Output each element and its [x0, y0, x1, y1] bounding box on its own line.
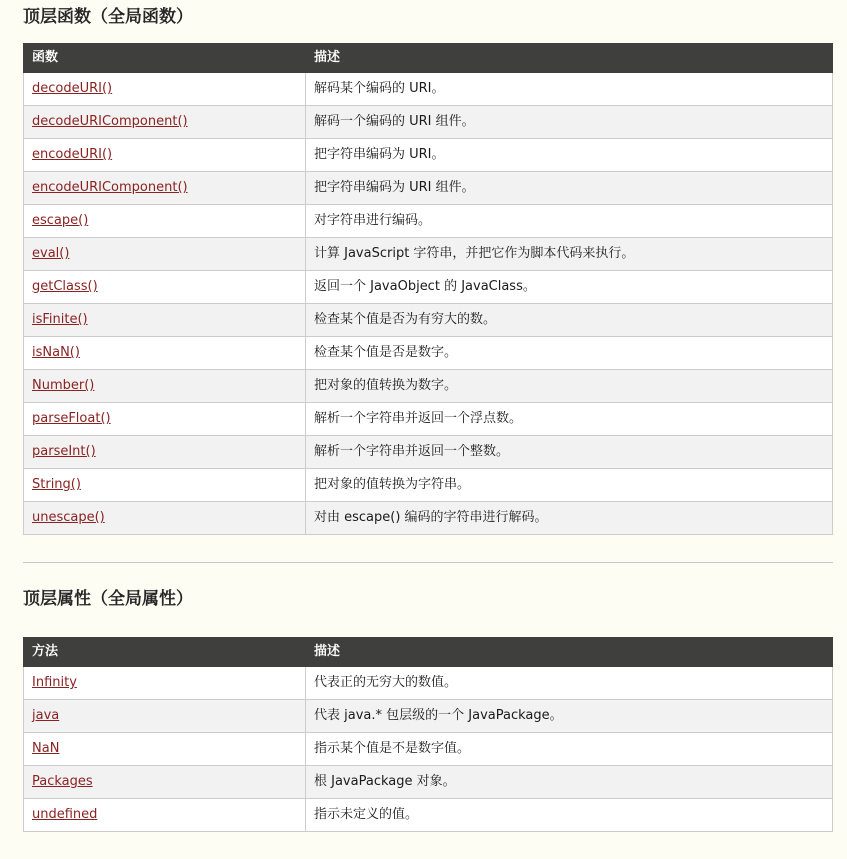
- name-cell: [24, 73, 306, 106]
- description-cell: 对由 escape() 编码的字符串进行解码。: [306, 502, 833, 535]
- name-cell: [24, 304, 306, 337]
- name-cell: [24, 106, 306, 139]
- reference-link[interactable]: NaN: [32, 741, 60, 756]
- table-row: [24, 106, 833, 139]
- reference-link[interactable]: unescape(): [32, 510, 105, 525]
- functions-table: [23, 43, 833, 535]
- table-row: [24, 667, 833, 700]
- description-cell: 指示未定义的值。: [306, 799, 833, 832]
- reference-link[interactable]: escape(): [32, 213, 89, 228]
- reference-link[interactable]: Number(): [32, 378, 95, 393]
- table-row: [24, 403, 833, 436]
- reference-link[interactable]: java: [32, 708, 60, 723]
- description-cell: 解析一个字符串并返回一个整数。: [306, 436, 833, 469]
- reference-link[interactable]: Packages: [32, 774, 93, 789]
- table-row: [24, 370, 833, 403]
- table-row: [24, 799, 833, 832]
- name-cell: [24, 766, 306, 799]
- name-cell: [24, 370, 306, 403]
- table-row: [24, 337, 833, 370]
- reference-link[interactable]: getClass(): [32, 279, 98, 294]
- column-header-method: 方法: [24, 638, 306, 667]
- table-header-row: [24, 638, 833, 667]
- description-cell: 把对象的值转换为字符串。: [306, 469, 833, 502]
- description-cell: 指示某个值是不是数字值。: [306, 733, 833, 766]
- description-cell: 对字符串进行编码。: [306, 205, 833, 238]
- table-row: [24, 469, 833, 502]
- description-cell: 解码一个编码的 URI 组件。: [306, 106, 833, 139]
- description-cell: 解码某个编码的 URI。: [306, 73, 833, 106]
- description-cell: 把对象的值转换为数字。: [306, 370, 833, 403]
- table-row: [24, 271, 833, 304]
- description-cell: 代表正的无穷大的数值。: [306, 667, 833, 700]
- description-cell: 根 JavaPackage 对象。: [306, 766, 833, 799]
- name-cell: [24, 700, 306, 733]
- description-cell: 检查某个值是否为有穷大的数。: [306, 304, 833, 337]
- name-cell: [24, 469, 306, 502]
- name-cell: [24, 238, 306, 271]
- column-header-description: 描述: [306, 638, 833, 667]
- description-cell: 代表 java.* 包层级的一个 JavaPackage。: [306, 700, 833, 733]
- name-cell: [24, 271, 306, 304]
- table-row: [24, 733, 833, 766]
- section-title-properties: 顶层属性（全局属性）: [23, 589, 193, 609]
- name-cell: [24, 172, 306, 205]
- table-row: [24, 304, 833, 337]
- properties-table: [23, 637, 833, 832]
- reference-link[interactable]: eval(): [32, 246, 70, 261]
- description-cell: 返回一个 JavaObject 的 JavaClass。: [306, 271, 833, 304]
- description-cell: 计算 JavaScript 字符串，并把它作为脚本代码来执行。: [306, 238, 833, 271]
- reference-link[interactable]: encodeURI(): [32, 147, 113, 162]
- name-cell: [24, 733, 306, 766]
- reference-link[interactable]: parseInt(): [32, 444, 96, 459]
- description-cell: 检查某个值是否是数字。: [306, 337, 833, 370]
- reference-link[interactable]: decodeURI(): [32, 81, 113, 96]
- section-title-functions: 顶层函数（全局函数）: [23, 7, 193, 27]
- table-row: [24, 502, 833, 535]
- reference-link[interactable]: isNaN(): [32, 345, 80, 360]
- table-row: [24, 436, 833, 469]
- reference-link[interactable]: parseFloat(): [32, 411, 111, 426]
- reference-link[interactable]: String(): [32, 477, 81, 492]
- description-cell: 解析一个字符串并返回一个浮点数。: [306, 403, 833, 436]
- column-header-description: 描述: [306, 44, 833, 73]
- reference-link[interactable]: isFinite(): [32, 312, 88, 327]
- reference-link[interactable]: encodeURIComponent(): [32, 180, 188, 195]
- name-cell: [24, 403, 306, 436]
- reference-link[interactable]: undefined: [32, 807, 98, 822]
- table-row: [24, 73, 833, 106]
- table-row: [24, 139, 833, 172]
- description-cell: 把字符串编码为 URI。: [306, 139, 833, 172]
- column-header-function: 函数: [24, 44, 306, 73]
- table-row: [24, 766, 833, 799]
- section-divider: [23, 562, 833, 563]
- description-cell: 把字符串编码为 URI 组件。: [306, 172, 833, 205]
- name-cell: [24, 205, 306, 238]
- table-row: [24, 205, 833, 238]
- name-cell: [24, 799, 306, 832]
- table-row: [24, 238, 833, 271]
- name-cell: [24, 436, 306, 469]
- name-cell: [24, 667, 306, 700]
- reference-link[interactable]: Infinity: [32, 675, 77, 690]
- table-row: [24, 700, 833, 733]
- table-row: [24, 172, 833, 205]
- name-cell: [24, 502, 306, 535]
- name-cell: [24, 337, 306, 370]
- table-header-row: [24, 44, 833, 73]
- name-cell: [24, 139, 306, 172]
- reference-link[interactable]: decodeURIComponent(): [32, 114, 188, 129]
